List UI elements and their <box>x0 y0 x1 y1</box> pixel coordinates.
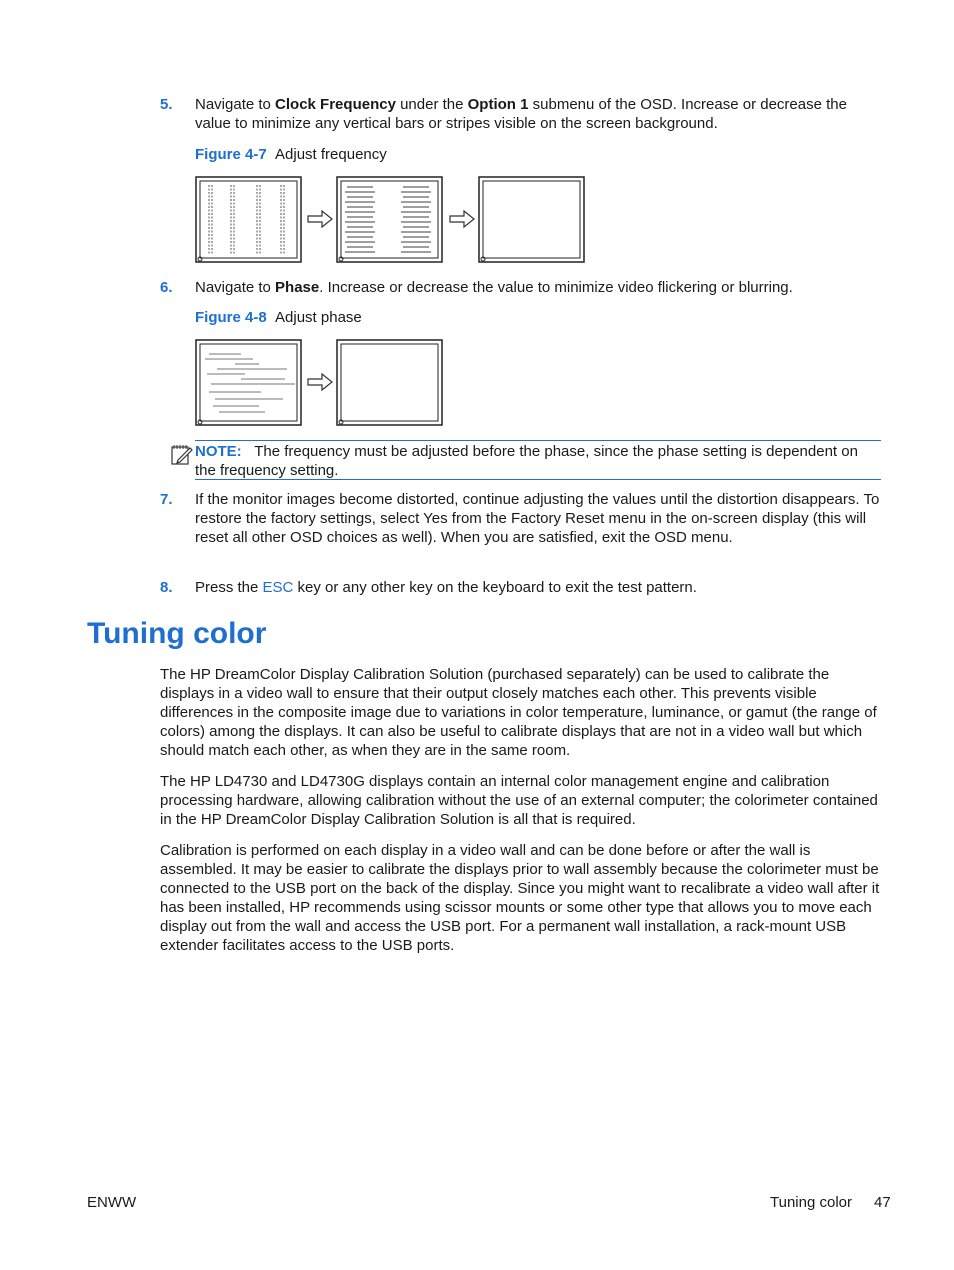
step-text: Press the ESC key or any other key on the keyboard to exit the test pattern. <box>195 579 697 596</box>
step-number: 6. <box>160 279 173 296</box>
footer-page-info <box>770 1193 891 1212</box>
figure-caption <box>195 145 387 164</box>
esc-link[interactable]: ESC <box>262 579 294 596</box>
step-6 <box>160 278 880 297</box>
section-title: Tuning color <box>87 617 267 650</box>
figure-adjust-frequency <box>195 175 587 265</box>
step-7 <box>160 490 880 547</box>
paragraph: Calibration is performed on each display in a video wall and can be done before or after the wall is assembled. It may be easier to calibrate the displays prior to wall assembly because the colorimeter must be connected to the USB port on the back of the display. Since you might want to recalibrate a video wall after it has been installed, HP recommends using scissor mounts or some other type that allows you to move each display out from the wall and access the USB port. For a permanent wall installation, a rack-mount USB extender facilitates access to the USB ports. <box>160 842 880 954</box>
step-number: 7. <box>160 491 173 508</box>
figure-caption <box>195 308 362 327</box>
step-number: 8. <box>160 579 173 596</box>
arrow-right-icon <box>450 211 474 227</box>
monitor-wide-stripes <box>337 177 442 262</box>
figure-adjust-phase <box>195 338 445 428</box>
paragraph: The HP DreamColor Display Calibration Solution (purchased separately) can be used to calibrate the displays in a video wall to ensure that their output closely matches each other. This prevents visible differences in the composite image due to variations in color temperature, luminance, or gamut (the range of colors) among the displays. It can also be useful to calibrate displays that are not in a video wall but which should match each other, as when they are in the same room. <box>160 666 877 759</box>
note-text: NOTE: The frequency must be adjusted before the phase, since the phase setting is dependent on the frequency setting. <box>195 443 858 479</box>
step-8 <box>160 578 880 597</box>
step-text: Navigate to Clock Frequency under the Option 1 submenu of the OSD. Increase or decrease the value to minimize any vertical bars or stripes visible on the screen background. <box>195 96 847 132</box>
monitor-clear <box>337 340 442 425</box>
monitor-clear <box>479 177 584 262</box>
note-label: NOTE: <box>195 443 242 460</box>
note-pencil-icon <box>170 443 194 467</box>
paragraph: The HP LD4730 and LD4730G displays contain an internal color management engine and calibration processing hardware, allowing calibration without the use of an external computer; the colorimeter contained in the HP DreamColor Display Calibration Solution is all that is required. <box>160 773 878 828</box>
figure-label: Figure 4-7 <box>195 146 267 163</box>
footer-label: ENWW <box>87 1194 137 1211</box>
step-5 <box>160 95 880 133</box>
step-number: 5. <box>160 96 173 113</box>
monitor-horizontal-blur <box>196 340 301 425</box>
figure-title: Adjust frequency <box>275 146 387 163</box>
footer-section: Tuning color <box>770 1194 852 1211</box>
arrow-right-icon <box>308 211 332 227</box>
figure-title: Adjust phase <box>275 309 362 326</box>
figure-label: Figure 4-8 <box>195 309 267 326</box>
page-number: 47 <box>874 1194 891 1211</box>
step-text: Navigate to Phase. Increase or decrease the value to minimize video flickering or blurring. <box>195 279 793 296</box>
monitor-vertical-stripes <box>196 177 301 262</box>
step-text: If the monitor images become distorted, continue adjusting the values until the distortion disappears. To restore the factory settings, select Yes from the Factory Reset menu in the on-screen display (this will reset all other OSD choices as well). When you are satisfied, exit the OSD menu. <box>195 491 880 546</box>
arrow-right-icon <box>308 374 332 390</box>
note-box <box>195 440 881 480</box>
